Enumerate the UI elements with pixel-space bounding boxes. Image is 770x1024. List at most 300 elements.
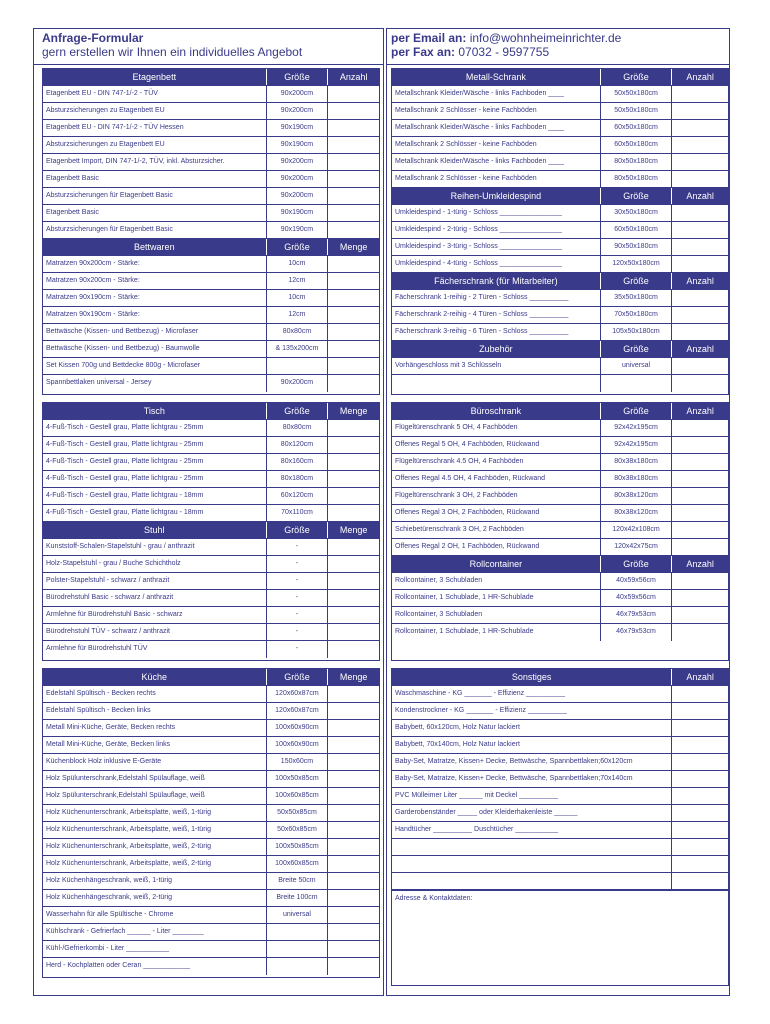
size-value: 10cm [267, 290, 329, 306]
item-label: Rollcontainer, 3 Schubladen [392, 607, 601, 623]
quantity-field[interactable] [672, 686, 728, 702]
size-value: - [267, 539, 329, 555]
size-value: 100x50x85cm [267, 771, 329, 787]
item-label: Wasserhahn für alle Spültische - Chrome [43, 907, 267, 923]
table-row [43, 873, 379, 890]
item-label: Absturzsicherungen für Etagenbett Basic [43, 222, 267, 238]
quantity-field[interactable] [328, 941, 379, 957]
size-value: Breite 100cm [267, 890, 329, 906]
column-header: Größe [601, 69, 673, 85]
size-value: 12cm [267, 307, 329, 323]
quantity-field[interactable] [328, 890, 379, 906]
panel-kueche [42, 668, 380, 978]
quantity-field[interactable] [672, 703, 728, 719]
quantity-field[interactable] [328, 324, 379, 340]
item-label: Babybett, 60x120cm, Holz Natur lackiert [392, 720, 672, 736]
quantity-field[interactable] [672, 607, 728, 623]
quantity-field[interactable] [672, 86, 728, 102]
table-row [392, 788, 728, 805]
size-value: & 135x200cm [267, 341, 329, 357]
quantity-field[interactable] [672, 471, 728, 487]
quantity-field[interactable] [672, 307, 728, 323]
quantity-field[interactable] [672, 505, 728, 521]
item-label: Waschmaschine - KG _______ - Effizienz __________ [392, 686, 672, 702]
size-value: 90x200cm [267, 375, 329, 392]
table-row [43, 856, 379, 873]
header-underline-right [387, 64, 730, 65]
quantity-field[interactable] [328, 205, 379, 221]
quantity-field[interactable] [672, 120, 728, 136]
item-label: Flügeltürenschrank 5 OH, 4 Fachböden [392, 420, 601, 436]
item-label: Baby-Set, Matratze, Kissen+ Decke, Bettwäsche, Spannbettlaken;70x140cm [392, 771, 672, 787]
section-header-zubehor [392, 341, 728, 358]
address-field[interactable] [392, 890, 728, 982]
size-value: 120x50x180cm [601, 256, 673, 272]
table-row [43, 454, 379, 471]
table-row [43, 754, 379, 771]
table-row [392, 307, 728, 324]
size-value: 100x60x90cm [267, 720, 329, 736]
item-label: Offenes Regal 2 OH, 1 Fachböden, Rückwand [392, 539, 601, 555]
table-row [43, 188, 379, 205]
quantity-field[interactable] [328, 556, 379, 572]
quantity-field[interactable] [672, 805, 728, 821]
table-row [43, 358, 379, 375]
quantity-field[interactable] [672, 573, 728, 589]
item-label: Schiebetürenschrank 3 OH, 2 Fachböden [392, 522, 601, 538]
table-row [43, 273, 379, 290]
table-row [392, 171, 728, 188]
quantity-field[interactable] [672, 103, 728, 119]
column-divider [383, 28, 387, 996]
item-label: Metallschrank 2 Schlösser - keine Fachböden [392, 103, 601, 119]
size-value: 80x38x180cm [601, 471, 673, 487]
table-row [43, 222, 379, 239]
column-header: Menge [328, 669, 379, 685]
item-label: Armlehne für Bürodrehstuhl TÜV [43, 641, 267, 658]
quantity-field[interactable] [672, 324, 728, 340]
table-row [392, 239, 728, 256]
quantity-field[interactable] [328, 420, 379, 436]
item-label: Umkleidespind - 4-türig - Schloss ________________ [392, 256, 601, 272]
quantity-field[interactable] [672, 856, 728, 872]
size-value: - [267, 590, 329, 606]
item-label: 4-Fuß-Tisch - Gestell grau, Platte lichtgrau - 18mm [43, 505, 267, 521]
item-label: Kühlschrank - Gefrierfach ______ - Liter ________ [43, 924, 267, 940]
quantity-field[interactable] [328, 771, 379, 787]
quantity-field[interactable] [328, 341, 379, 357]
item-label: Offenes Regal 5 OH, 4 Fachböden, Rückwand [392, 437, 601, 453]
table-row [43, 120, 379, 137]
size-value: 105x50x180cm [601, 324, 673, 340]
section-header-metall-schrank [392, 69, 728, 86]
table-row [43, 924, 379, 941]
quantity-field[interactable] [328, 437, 379, 453]
panel-tisch-stuhl [42, 402, 380, 661]
size-value: 90x190cm [267, 205, 329, 221]
size-value: universal [267, 907, 329, 923]
size-value: - [267, 641, 329, 658]
item-label: Holz Küchenunterschrank, Arbeitsplatte, weiß, 2-türig [43, 856, 267, 872]
item-label: Rollcontainer, 1 Schublade, 1 HR-Schublade [392, 590, 601, 606]
item-label: Metallschrank 2 Schlösser - keine Fachböden [392, 137, 601, 153]
quantity-field[interactable] [672, 239, 728, 255]
item-label: Metallschrank Kleider/Wäsche - links Fachboden ____ [392, 154, 601, 170]
item-label: Herd - Kochplatten oder Ceran ____________ [43, 958, 267, 975]
quantity-field[interactable] [328, 137, 379, 153]
table-row [392, 573, 728, 590]
table-row [43, 737, 379, 754]
quantity-field[interactable] [328, 454, 379, 470]
quantity-field[interactable] [672, 137, 728, 153]
quantity-field[interactable] [328, 873, 379, 889]
item-label [392, 856, 672, 872]
quantity-field[interactable] [672, 754, 728, 770]
column-header: Größe [267, 69, 329, 85]
column-header: Reihen-Umkleidespind [392, 188, 601, 204]
table-row [43, 771, 379, 788]
size-value: 80x80cm [267, 420, 329, 436]
size-value: 40x59x56cm [601, 573, 673, 589]
quantity-field[interactable] [672, 737, 728, 753]
table-row [392, 205, 728, 222]
table-row [43, 256, 379, 273]
table-row [392, 256, 728, 273]
quantity-field[interactable] [328, 958, 379, 975]
size-value: - [267, 607, 329, 623]
size-value: 90x190cm [267, 222, 329, 238]
table-row [392, 771, 728, 788]
table-row [392, 471, 728, 488]
item-label: Spannbettlaken universal - Jersey [43, 375, 267, 392]
size-value: 100x60x85cm [267, 788, 329, 804]
table-row [392, 154, 728, 171]
size-value: 90x190cm [267, 120, 329, 136]
table-row [392, 737, 728, 754]
column-header: Stuhl [43, 522, 267, 538]
table-row [392, 754, 728, 771]
column-header: Größe [267, 403, 329, 419]
size-value: 90x200cm [267, 154, 329, 170]
size-value: 60x50x180cm [601, 120, 673, 136]
quantity-field[interactable] [672, 771, 728, 787]
size-value: - [267, 624, 329, 640]
table-row [43, 86, 379, 103]
size-value: 60x50x180cm [601, 137, 673, 153]
column-header: Küche [43, 669, 267, 685]
item-label: PVC Mülleimer Liter ______ mit Deckel __________ [392, 788, 672, 804]
item-label: Etagenbett Basic [43, 205, 267, 221]
size-value: Breite 50cm [267, 873, 329, 889]
table-row [43, 590, 379, 607]
item-label: 4-Fuß-Tisch - Gestell grau, Platte lichtgrau - 25mm [43, 437, 267, 453]
section-header-buroschrank [392, 403, 728, 420]
column-header: Sonstiges [392, 669, 672, 685]
table-row [43, 488, 379, 505]
size-value: 80x38x120cm [601, 505, 673, 521]
size-value: 60x50x180cm [601, 222, 673, 238]
email-value[interactable]: info@wohnheimeinrichter.de [469, 31, 622, 45]
item-label: Etagenbett Basic [43, 171, 267, 187]
quantity-field[interactable] [328, 788, 379, 804]
item-label: Bettwäsche (Kissen- und Bettbezug) - Baumwolle [43, 341, 267, 357]
column-header: Menge [328, 403, 379, 419]
column-header: Anzahl [672, 69, 728, 85]
size-value: 90x200cm [267, 188, 329, 204]
size-value: - [267, 573, 329, 589]
item-label: Holz Spülunterschrank,Edelstahl Spülauflage, weiß [43, 771, 267, 787]
table-row [392, 607, 728, 624]
table-row [43, 375, 379, 392]
quantity-field[interactable] [328, 86, 379, 102]
size-value: 120x42x75cm [601, 539, 673, 555]
quantity-field[interactable] [328, 754, 379, 770]
column-header: Menge [328, 239, 379, 255]
section-header-sonstiges [392, 669, 728, 686]
table-row [43, 839, 379, 856]
quantity-field[interactable] [328, 805, 379, 821]
section-header-facherschrank-fur-mitarbeiter [392, 273, 728, 290]
quantity-field[interactable] [672, 375, 728, 392]
table-row [392, 324, 728, 341]
quantity-field[interactable] [328, 624, 379, 640]
quantity-field[interactable] [328, 573, 379, 589]
column-header: Anzahl [672, 669, 728, 685]
column-header: Größe [267, 669, 329, 685]
size-value: 120x60x87cm [267, 703, 329, 719]
size-value: universal [601, 358, 673, 374]
quantity-field[interactable] [672, 590, 728, 606]
table-row [392, 120, 728, 137]
table-row [392, 839, 728, 856]
table-row [392, 856, 728, 873]
size-value: 80x38x120cm [601, 488, 673, 504]
item-label: Metall Mini-Küche, Geräte, Becken rechts [43, 720, 267, 736]
quantity-field[interactable] [672, 290, 728, 306]
size-value: 80x38x180cm [601, 454, 673, 470]
quantity-field[interactable] [672, 522, 728, 538]
table-row [43, 539, 379, 556]
quantity-field[interactable] [328, 590, 379, 606]
quantity-field[interactable] [672, 839, 728, 855]
quantity-field[interactable] [328, 120, 379, 136]
size-value: 70x50x180cm [601, 307, 673, 323]
quantity-field[interactable] [672, 420, 728, 436]
quantity-field[interactable] [672, 171, 728, 187]
size-value: 90x190cm [267, 137, 329, 153]
table-row [392, 624, 728, 641]
section-header-tisch [43, 403, 379, 420]
form-subtitle: gern erstellen wir Ihnen ein individuelles Angebot [42, 45, 303, 59]
table-row [43, 290, 379, 307]
column-header: Etagenbett [43, 69, 267, 85]
quantity-field[interactable] [672, 222, 728, 238]
table-row [392, 822, 728, 839]
section-header-stuhl [43, 522, 379, 539]
table-row [392, 720, 728, 737]
size-value: 50x50x180cm [601, 103, 673, 119]
column-header: Büroschrank [392, 403, 601, 419]
quantity-field[interactable] [672, 454, 728, 470]
item-label: Holz Spülunterschrank,Edelstahl Spülauflage, weiß [43, 788, 267, 804]
size-value [267, 958, 329, 975]
quantity-field[interactable] [328, 154, 379, 170]
table-row [43, 103, 379, 120]
quantity-field[interactable] [672, 822, 728, 838]
item-label: Kunststoff-Schalen-Stapelstuhl - grau / anthrazit [43, 539, 267, 555]
table-row [43, 205, 379, 222]
item-label: Rollcontainer, 3 Schubladen [392, 573, 601, 589]
quantity-field[interactable] [328, 607, 379, 623]
item-label: Rollcontainer, 1 Schublade, 1 HR-Schublade [392, 624, 601, 641]
column-header: Anzahl [672, 273, 728, 289]
quantity-field[interactable] [328, 375, 379, 392]
fax-value: 07032 - 9597755 [458, 45, 550, 59]
item-label: Fächerschrank 3-reihig - 6 Türen - Schloss __________ [392, 324, 601, 340]
form-header-left [42, 31, 302, 59]
table-row [43, 822, 379, 839]
item-label: Matratzen 90x190cm - Stärke: [43, 307, 267, 323]
size-value: 90x200cm [267, 86, 329, 102]
quantity-field[interactable] [328, 686, 379, 702]
quantity-field[interactable] [328, 907, 379, 923]
item-label: Metallschrank Kleider/Wäsche - links Fachboden ____ [392, 120, 601, 136]
column-header: Größe [601, 403, 673, 419]
quantity-field[interactable] [328, 856, 379, 872]
column-header: Größe [601, 341, 673, 357]
table-row [392, 505, 728, 522]
quantity-field[interactable] [672, 539, 728, 555]
table-row [43, 505, 379, 522]
size-value: 150x60cm [267, 754, 329, 770]
size-value: 80x120cm [267, 437, 329, 453]
table-row [392, 522, 728, 539]
table-row [43, 788, 379, 805]
size-value: 40x59x56cm [601, 590, 673, 606]
quantity-field[interactable] [328, 737, 379, 753]
column-header: Anzahl [672, 556, 728, 572]
item-label: 4-Fuß-Tisch - Gestell grau, Platte lichtgrau - 25mm [43, 420, 267, 436]
quantity-field[interactable] [328, 471, 379, 487]
fax-label: per Fax an: [391, 45, 456, 59]
quantity-field[interactable] [328, 307, 379, 323]
item-label: Offenes Regal 3 OH, 2 Fachböden, Rückwand [392, 505, 601, 521]
quantity-field[interactable] [328, 505, 379, 521]
size-value: 30x50x180cm [601, 205, 673, 221]
table-row [43, 137, 379, 154]
column-header: Anzahl [328, 69, 379, 85]
quantity-field[interactable] [328, 290, 379, 306]
quantity-field[interactable] [328, 103, 379, 119]
item-label: 4-Fuß-Tisch - Gestell grau, Platte lichtgrau - 25mm [43, 454, 267, 470]
size-value [601, 375, 673, 392]
item-label: Babybett, 70x140cm, Holz Natur lackiert [392, 737, 672, 753]
quantity-field[interactable] [328, 720, 379, 736]
column-header: Anzahl [672, 403, 728, 419]
quantity-field[interactable] [672, 873, 728, 889]
item-label: Metall Mini-Küche, Geräte, Becken links [43, 737, 267, 753]
table-row [43, 907, 379, 924]
quantity-field[interactable] [672, 488, 728, 504]
table-row [392, 590, 728, 607]
quantity-field[interactable] [328, 171, 379, 187]
size-value: 100x60x90cm [267, 737, 329, 753]
item-label: Bürodrehstuhl TÜV - schwarz / anthrazit [43, 624, 267, 640]
item-label: Holz Küchenunterschrank, Arbeitsplatte, weiß, 2-türig [43, 839, 267, 855]
quantity-field[interactable] [328, 822, 379, 838]
quantity-field[interactable] [328, 273, 379, 289]
section-header-bettwaren [43, 239, 379, 256]
quantity-field[interactable] [672, 720, 728, 736]
item-label: Fächerschrank 1-reihig - 2 Türen - Schloss __________ [392, 290, 601, 306]
item-label: Polster-Stapelstuhl - schwarz / anthrazit [43, 573, 267, 589]
item-label: Edelstahl Spültisch - Becken rechts [43, 686, 267, 702]
table-row [43, 624, 379, 641]
table-row [43, 573, 379, 590]
size-value: 12cm [267, 273, 329, 289]
column-header: Fächerschrank (für Mitarbeiter) [392, 273, 601, 289]
quantity-field[interactable] [328, 539, 379, 555]
quantity-field[interactable] [672, 154, 728, 170]
item-label: Flügeltürenschrank 4.5 OH, 4 Fachböden [392, 454, 601, 470]
table-row [392, 290, 728, 307]
quantity-field[interactable] [328, 924, 379, 940]
quantity-field[interactable] [672, 358, 728, 374]
size-value: 90x200cm [267, 103, 329, 119]
quantity-field[interactable] [328, 703, 379, 719]
quantity-field[interactable] [672, 256, 728, 272]
quantity-field[interactable] [672, 624, 728, 641]
item-label: Holz Küchenhängeschrank, weiß, 1-türig [43, 873, 267, 889]
quantity-field[interactable] [328, 358, 379, 374]
table-row [392, 873, 728, 890]
size-value: 92x42x195cm [601, 437, 673, 453]
size-value: 80x160cm [267, 454, 329, 470]
column-header: Anzahl [672, 188, 728, 204]
table-row [392, 222, 728, 239]
quantity-field[interactable] [328, 188, 379, 204]
table-row [392, 488, 728, 505]
quantity-field[interactable] [328, 488, 379, 504]
table-row [392, 86, 728, 103]
size-value: 100x60x85cm [267, 856, 329, 872]
quantity-field[interactable] [328, 256, 379, 272]
email-label: per Email an: [391, 31, 467, 45]
size-value: 80x180cm [267, 471, 329, 487]
item-label: Metallschrank 2 Schlösser - keine Fachböden [392, 171, 601, 187]
quantity-field[interactable] [672, 788, 728, 804]
quantity-field[interactable] [328, 641, 379, 658]
item-label: Umkleidespind - 2-türig - Schloss ________________ [392, 222, 601, 238]
quantity-field[interactable] [328, 839, 379, 855]
quantity-field[interactable] [672, 437, 728, 453]
form-title: Anfrage-Formular [42, 31, 144, 45]
section-header-rollcontainer [392, 556, 728, 573]
table-row [43, 720, 379, 737]
quantity-field[interactable] [328, 222, 379, 238]
quantity-field[interactable] [672, 205, 728, 221]
table-row [43, 307, 379, 324]
table-row [43, 607, 379, 624]
size-value: 46x79x53cm [601, 607, 673, 623]
item-label: Baby-Set, Matratze, Kissen+ Decke, Bettwäsche, Spannbettlaken;60x120cm [392, 754, 672, 770]
column-header: Anzahl [672, 341, 728, 357]
item-label: Absturzsicherungen zu Etagenbett EU [43, 103, 267, 119]
item-label: Matratzen 90x200cm - Stärke: [43, 256, 267, 272]
size-value: 90x50x180cm [601, 239, 673, 255]
table-row [43, 641, 379, 658]
panel-etagenbett-bettwaren [42, 68, 380, 395]
